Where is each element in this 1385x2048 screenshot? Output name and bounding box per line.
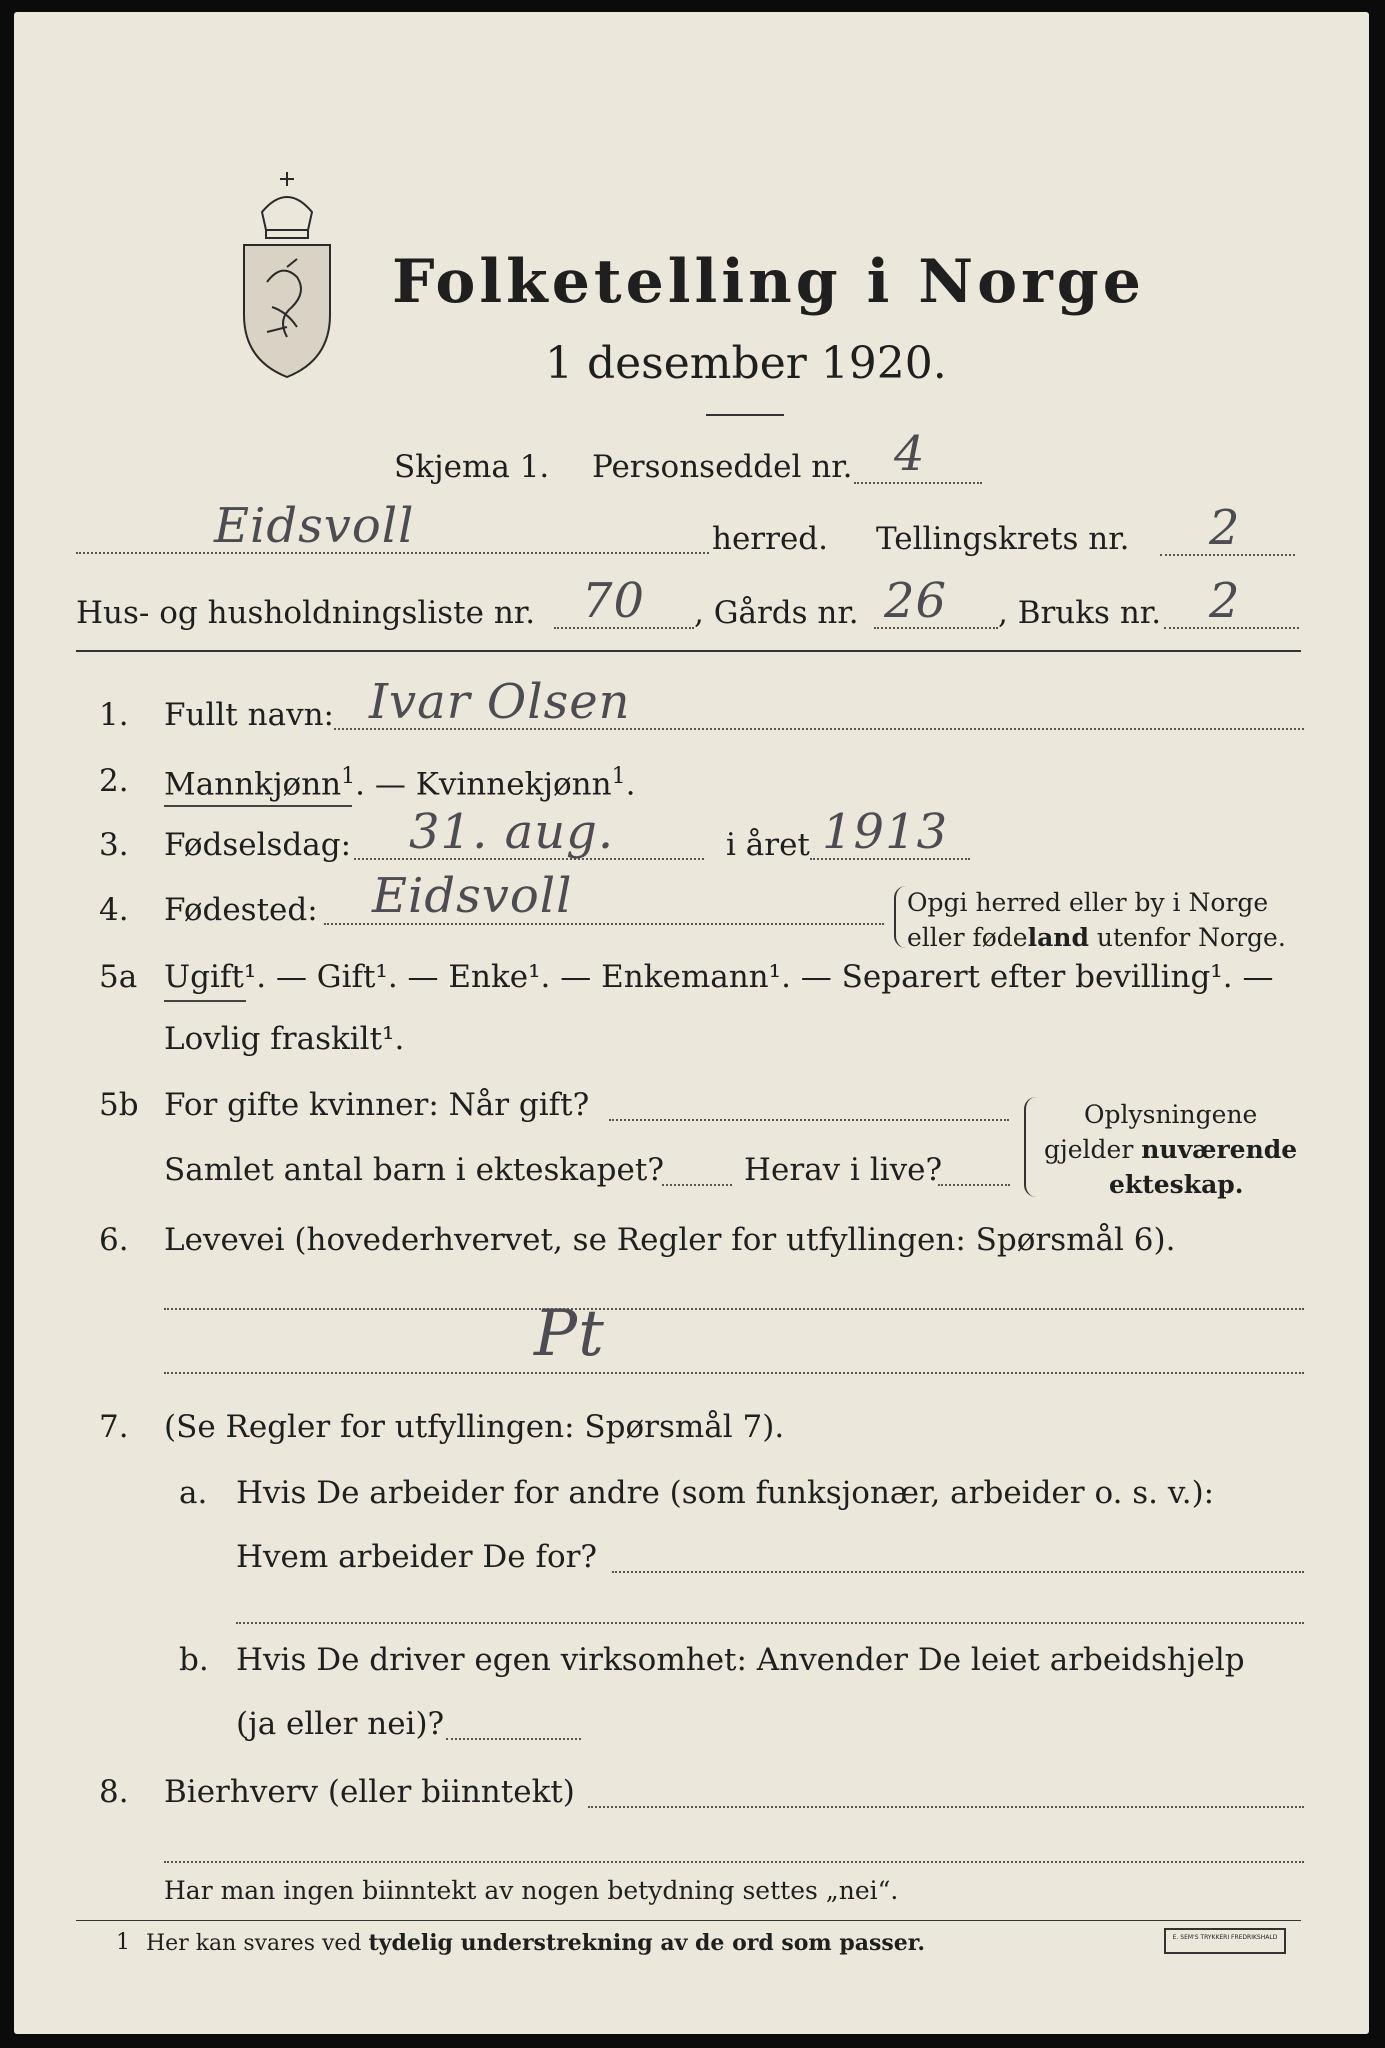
birth-year-value: 1913 [822,804,949,860]
side-income-field-line2[interactable] [164,1861,1304,1863]
tellingskrets-value: 2 [1209,500,1241,556]
q5b-note-line3: ekteskap. [1109,1170,1244,1199]
married-when-field[interactable] [609,1119,1009,1121]
q4-note-line1: Opgi herred eller by i Norge [907,888,1269,917]
herred-value: Eidsvoll [214,498,415,554]
q5b-note-line1: Oplysningene [1084,1100,1258,1129]
occupation-value: Pt [534,1297,605,1371]
q5a-options-line1[interactable]: Ugift¹. — Gift¹. — Enke¹. — Enkemann¹. — Separert efter bevilling¹. — [164,959,1274,995]
q3-number: 3. [99,827,129,863]
census-form-sheet [14,12,1369,2034]
birthdate-value: 31. aug. [409,804,615,860]
schema-label: Skjema 1. [394,449,550,485]
q7a-line2: Hvem arbeider De for? [236,1539,598,1575]
personseddel-field[interactable] [854,482,982,484]
occupation-field-line2[interactable] [164,1372,1304,1374]
q4-label: Fødested: [164,892,318,928]
coat-of-arms-icon [232,167,342,382]
q5b-note-brace [1024,1097,1038,1197]
q5b-children-label: Samlet antal barn i ekteskapet? [164,1152,664,1188]
q5b-alive-label: Herav i live? [744,1152,943,1188]
q7a-line1: Hvis De arbeider for andre (som funksjonær, arbeider o. s. v.): [236,1475,1215,1511]
q4-note-line2: eller fødeland utenfor Norge. [907,923,1286,952]
q7b-letter: b. [179,1642,209,1678]
bruks-label: , Bruks nr. [998,595,1162,631]
q2-sex-options: Mannkjønn$^1$. — Kvinnekjønn$^1$. [164,764,636,803]
q8-number: 8. [99,1774,129,1810]
q3-label: Fødselsdag: [164,827,352,863]
form-title: Folketelling i Norge [392,247,1145,317]
hired-help-field[interactable] [446,1738,581,1740]
q5b-note-line2: gjelder nuværende [1044,1135,1298,1164]
q7a-letter: a. [179,1475,208,1511]
q4-note-brace [894,886,906,948]
employer-field-line2[interactable] [236,1622,1304,1624]
printer-stamp: E. SEM'S TRYKKERI FREDRIKSHALD [1164,1928,1286,1954]
q4-number: 4. [99,892,129,928]
husliste-value: 70 [582,573,646,629]
q1-number: 1. [99,697,129,733]
q7-number: 7. [99,1409,129,1445]
title-divider [706,414,784,416]
herred-label: herred. [712,521,828,557]
employer-field-line1[interactable] [612,1571,1304,1573]
option-female[interactable]: Kvinnekjønn [415,766,612,803]
birthplace-value: Eidsvoll [372,868,573,924]
full-name-value: Ivar Olsen [369,674,631,730]
option-male[interactable]: Mannkjønn [164,766,342,803]
q8-note: Har man ingen biinntekt av nogen betydning settes „nei“. [164,1876,899,1905]
q2-number: 2. [99,763,129,799]
personseddel-value: 4 [894,426,926,482]
ugift-underline-mark [164,1000,246,1002]
personseddel-label: Personseddel nr. [592,449,853,485]
q5b-number: 5b [99,1087,139,1123]
q8-label: Bierhverv (eller biinntekt) [164,1774,575,1810]
footnote-text: Her kan svares ved tydelig understrekning av de ord som passer. [146,1930,926,1956]
gards-value: 26 [884,573,948,629]
q7-label: (Se Regler for utfyllingen: Spørsmål 7). [164,1409,785,1445]
husliste-label: Hus- og husholdningsliste nr. [76,595,536,631]
q7b-line1: Hvis De driver egen virksomhet: Anvender De leiet arbeidshjelp [236,1642,1245,1678]
q5a-options-line2[interactable]: Lovlig fraskilt¹. [164,1021,405,1057]
q7b-line2: (ja eller nei)? [236,1706,445,1742]
male-underline-mark [164,805,352,807]
occupation-field-line1[interactable] [164,1308,1304,1310]
side-income-field-line1[interactable] [588,1806,1304,1808]
birth-year-label: i året [726,827,810,863]
footnote-divider [76,1920,1301,1921]
tellingskrets-label: Tellingskrets nr. [876,521,1130,557]
gards-label: , Gårds nr. [694,595,859,631]
q6-label: Levevei (hovederhvervet, se Regler for utfyllingen: Spørsmål 6). [164,1222,1176,1258]
q5b-married-when-label: For gifte kvinner: Når gift? [164,1087,590,1123]
q5a-number: 5a [99,959,138,995]
children-total-field[interactable] [662,1184,732,1186]
bruks-value: 2 [1209,573,1241,629]
footnote-mark: 1 [116,1930,130,1955]
q6-number: 6. [99,1222,129,1258]
header-divider [76,650,1301,652]
q1-label: Fullt navn: [164,697,334,733]
children-alive-field[interactable] [938,1184,1010,1186]
census-date: 1 desember 1920. [545,338,947,389]
